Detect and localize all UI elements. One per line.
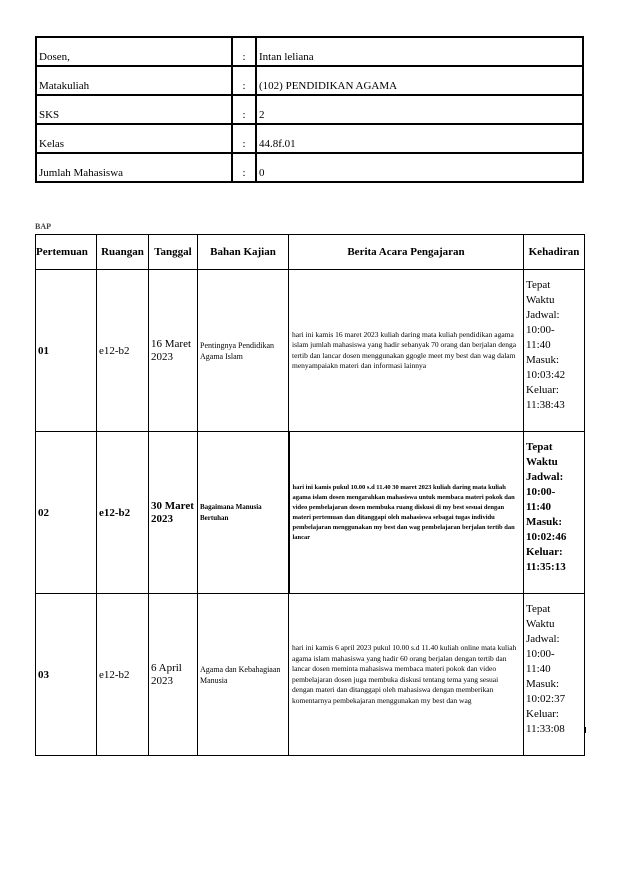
- attendance-line: 11:33:08: [526, 723, 565, 735]
- info-separator: :: [232, 95, 256, 124]
- info-separator: :: [232, 153, 256, 182]
- info-row-matakuliah: [36, 66, 583, 95]
- attendance-line: Tepat: [526, 279, 551, 291]
- header-tanggal: Tanggal: [149, 235, 198, 270]
- info-row-kelas: [36, 124, 583, 153]
- attendance-line: Masuk:: [526, 678, 559, 690]
- attendance-line: 10:00-: [526, 486, 556, 498]
- course-info-table: [35, 36, 584, 183]
- room: e12-b2: [97, 432, 149, 594]
- topic: Pentingnya Pendidikan Agama Islam: [198, 270, 289, 432]
- info-label: SKS: [36, 95, 232, 124]
- room: e12-b2: [97, 270, 149, 432]
- bap-section-label: BAP: [35, 222, 51, 231]
- date: 30 Maret 2023: [149, 432, 198, 594]
- info-label: Kelas: [36, 124, 232, 153]
- attendance-line: Keluar:: [526, 384, 559, 396]
- table-row: [36, 270, 585, 432]
- attendance-line: Tepat: [526, 441, 553, 453]
- attendance-line: 10:00-: [526, 648, 555, 660]
- info-label: Dosen,: [36, 37, 232, 66]
- table-row: [36, 432, 585, 594]
- attendance-line: Jadwal:: [526, 309, 560, 321]
- attendance-line: Waktu: [526, 456, 558, 468]
- info-label: Matakuliah: [36, 66, 232, 95]
- attendance-line: Waktu: [526, 618, 555, 630]
- info-row-jumlah-mahasiswa: [36, 153, 583, 182]
- teaching-report: hari ini kamis 16 maret 2023 kuliah daring mata kuliah pendidikan agama islam jumlah mahasiswa yang hadir sebanyak 70 orang dan berjalan denga tertib dan lancar dosen menggunakan ggogle meet my best dan wag dalam menyampaiakn materi dan informasi lainnya: [289, 270, 524, 432]
- attendance-line: 10:00-: [526, 324, 555, 336]
- attendance-line: 11:40: [526, 339, 551, 351]
- meeting-number: 03: [36, 594, 97, 756]
- info-row-sks: [36, 95, 583, 124]
- topic: Bagaimana Manusia Bertuhan: [198, 432, 289, 594]
- attendance-line: Jadwal:: [526, 471, 564, 483]
- attendance-line: Keluar:: [526, 546, 563, 558]
- date: 6 April 2023: [149, 594, 198, 756]
- info-value: 0: [256, 153, 583, 182]
- attendance-line: Jadwal:: [526, 633, 560, 645]
- bap-header-row: [36, 235, 585, 270]
- attendance-line: Masuk:: [526, 354, 559, 366]
- topic: Agama dan Kebahagiaan Manusia: [198, 594, 289, 756]
- meeting-number: 02: [36, 432, 97, 594]
- meeting-number: 01: [36, 270, 97, 432]
- info-separator: :: [232, 66, 256, 95]
- info-separator: :: [232, 37, 256, 66]
- info-value: (102) PENDIDIKAN AGAMA: [256, 66, 583, 95]
- info-label: Jumlah Mahasiswa: [36, 153, 232, 182]
- header-bahan-kajian: Bahan Kajian: [198, 235, 289, 270]
- attendance-line: 11:35:13: [526, 561, 566, 573]
- attendance-line: 10:03:42: [526, 369, 566, 381]
- info-separator: :: [232, 124, 256, 153]
- header-berita-acara: Berita Acara Pengajaran: [289, 235, 524, 270]
- attendance-line: Keluar:: [526, 708, 559, 720]
- info-value: 44.8f.01: [256, 124, 583, 153]
- info-value: 2: [256, 95, 583, 124]
- header-kehadiran: Kehadiran: [524, 235, 585, 270]
- attendance-line: 10:02:37: [526, 693, 566, 705]
- bap-table: [35, 234, 585, 756]
- attendance-line: Tepat: [526, 603, 551, 615]
- attendance: [524, 270, 585, 432]
- header-pertemuan: Pertemuan: [36, 235, 97, 270]
- attendance-line: 11:40: [526, 663, 551, 675]
- date: 16 Maret 2023: [149, 270, 198, 432]
- info-value: Intan leliana: [256, 37, 583, 66]
- attendance-line: Waktu: [526, 294, 555, 306]
- teaching-report: hari ini kamis 6 april 2023 pukul 10.00 s.d 11.40 kuliah online mata kuliah agama islam mahasiswa yang hadir 60 orang berjalan dengan tertib dan lancar dosen meminta mahasiswa membaca materi pokok dan video pembelajaran dosen juga membuka diskusi tentang tema yang sesuai dengan materi dan ditanggapi oleh mahasiswa dengan memberikan komentarnya pembekajaran menggunakan my best dan wag: [289, 594, 524, 756]
- room: e12-b2: [97, 594, 149, 756]
- info-row-dosen: [36, 37, 583, 66]
- header-ruangan: Ruangan: [97, 235, 149, 270]
- attendance-line: Masuk:: [526, 516, 563, 528]
- attendance-line: 10:02:46: [526, 531, 567, 543]
- teaching-report: hari ini kamis pukul 10.00 s.d 11.40 30 maret 2023 kuliah daring mata kuliah agama islam dosen mengarahkan mahasiswa untuk membaca materi pokok dan video pembelajaran dosen membuka ruang diskusi di my best sesuai dengan materi pertemuan dan ditanggapi oleh mahasiswa sebagai tugas individu pembelajaran menggunakan my best dan wag pembelajaran berjalan tertib dan lancar: [289, 432, 524, 594]
- attendance-line: 11:38:43: [526, 399, 565, 411]
- attendance: [524, 432, 585, 594]
- attendance-line: 11:40: [526, 501, 552, 513]
- table-continuation: [35, 727, 586, 733]
